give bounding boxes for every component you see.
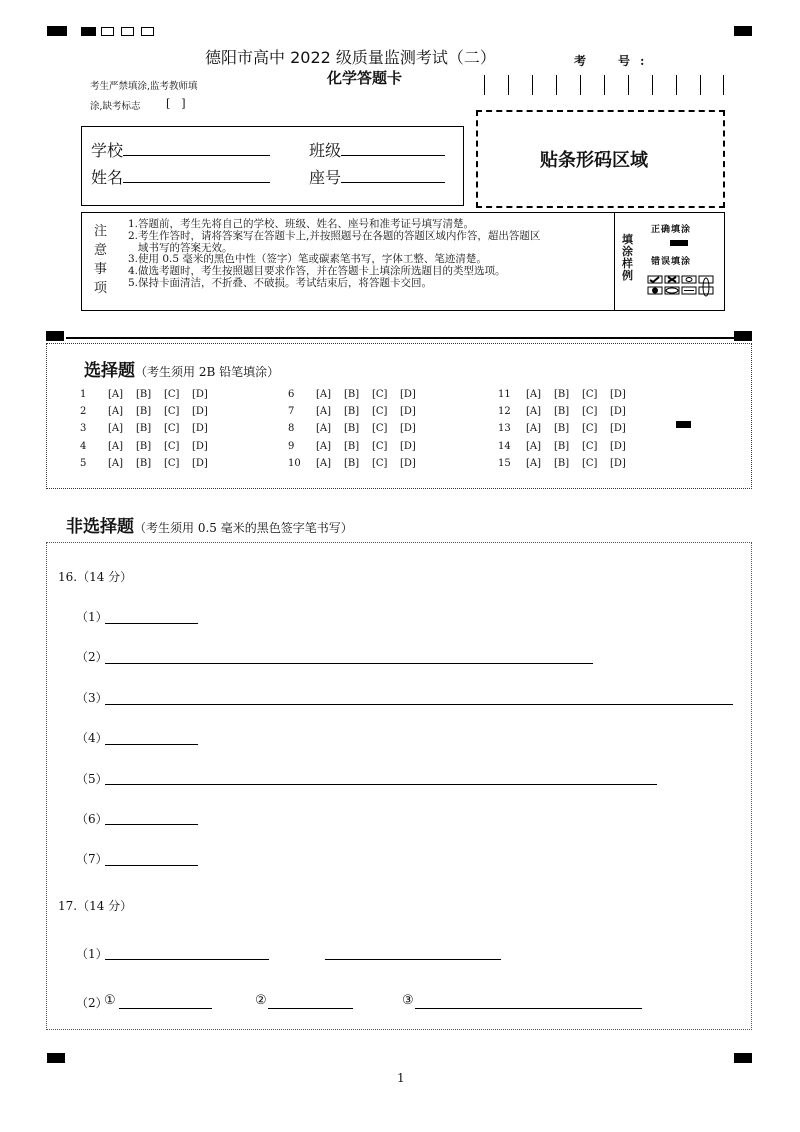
q16-sub7-label: （7） xyxy=(76,852,108,866)
timing-mark xyxy=(734,331,752,341)
question-number: 11 xyxy=(498,389,511,400)
choice-row xyxy=(80,441,220,452)
choice-option-bubble[interactable]: [D] xyxy=(610,441,626,452)
section-rule xyxy=(66,337,734,339)
timing-box xyxy=(121,27,134,36)
school-label xyxy=(91,138,270,161)
school-label-text: 学校 xyxy=(91,141,124,160)
notice-item: 3.使用 0.5 毫米的黑色中性（签字）笔或碳素笔书写，字体工整、笔迹清楚。 xyxy=(128,253,487,266)
choice-option-bubble[interactable]: [B] xyxy=(344,389,360,400)
choice-option-bubble[interactable]: [D] xyxy=(400,441,416,452)
q16-sub3-label: （3） xyxy=(76,691,108,705)
choice-option-bubble[interactable]: [B] xyxy=(554,458,570,469)
choice-option-bubble[interactable]: [C] xyxy=(372,389,388,400)
choice-row xyxy=(498,406,638,417)
choice-option-bubble[interactable]: [B] xyxy=(554,423,570,434)
fill-label-char: 样 xyxy=(622,257,633,270)
q16-sub6-answer[interactable] xyxy=(105,823,198,825)
q17-sub2-marker1: ① xyxy=(104,993,116,1008)
question-number: 12 xyxy=(498,406,511,417)
choice-option-bubble[interactable]: [A] xyxy=(108,389,124,400)
seat-label-text: 座号 xyxy=(309,168,342,187)
choice-option-bubble[interactable]: [B] xyxy=(344,406,360,417)
absent-checkbox[interactable]: [ ] xyxy=(166,97,186,110)
choice-option-bubble[interactable]: [D] xyxy=(400,406,416,417)
choice-option-bubble[interactable]: [D] xyxy=(192,406,208,417)
q16-sub6-label: （6） xyxy=(76,812,108,826)
q17-label: 17.（14 分） xyxy=(58,899,133,913)
choice-option-bubble[interactable]: [A] xyxy=(108,458,124,469)
timing-mark xyxy=(46,331,64,341)
notice-side-char: 意 xyxy=(94,243,108,258)
choice-option-bubble[interactable]: [B] xyxy=(136,458,152,469)
q16-label: 16.（14 分） xyxy=(58,570,133,584)
question-number: 14 xyxy=(498,441,511,452)
choice-option-bubble[interactable]: [C] xyxy=(164,389,180,400)
choice-option-bubble[interactable]: [A] xyxy=(526,406,542,417)
q16-sub1-answer[interactable] xyxy=(105,622,198,624)
timing-mark xyxy=(47,1053,65,1063)
class-label xyxy=(309,138,445,161)
wrong-fill-samples xyxy=(647,274,715,298)
question-number: 9 xyxy=(288,441,295,452)
q17-sub2-marker3: ③ xyxy=(402,993,414,1008)
choice-option-bubble[interactable]: [B] xyxy=(136,406,152,417)
choice-option-bubble[interactable]: [B] xyxy=(136,423,152,434)
choice-option-bubble[interactable]: [B] xyxy=(554,389,570,400)
q16-sub4-label: （4） xyxy=(76,731,108,745)
choice-option-bubble[interactable]: [A] xyxy=(526,458,542,469)
choice-option-bubble[interactable]: [B] xyxy=(344,441,360,452)
question-number: 10 xyxy=(288,458,301,469)
choice-option-bubble[interactable]: [A] xyxy=(108,441,124,452)
question-number: 15 xyxy=(498,458,511,469)
notice-side-char: 事 xyxy=(94,262,108,277)
choice-row xyxy=(288,406,428,417)
school-field[interactable] xyxy=(123,141,270,156)
choice-row xyxy=(80,458,220,469)
notice-text xyxy=(128,219,540,290)
nonchoice-section-header xyxy=(66,512,353,537)
choice-option-bubble[interactable]: [D] xyxy=(192,458,208,469)
absent-note-line2: 涂,缺考标志 xyxy=(90,101,141,112)
question-number: 3 xyxy=(80,423,87,434)
choice-option-bubble[interactable]: [A] xyxy=(108,406,124,417)
q17-sub1-answer-b[interactable] xyxy=(325,958,501,960)
q16-sub5-answer[interactable] xyxy=(105,783,657,785)
notice-item: 4.做选考题时，考生按照题目要求作答，并在答题卡上填涂所选题目的类型选项。 xyxy=(128,265,506,278)
question-number: 8 xyxy=(288,423,295,434)
choice-row xyxy=(80,423,220,434)
choice-option-bubble[interactable]: [C] xyxy=(582,441,598,452)
choice-row xyxy=(288,458,428,469)
choice-option-bubble[interactable]: [D] xyxy=(192,441,208,452)
seat-field[interactable] xyxy=(341,168,445,183)
fill-label-char: 例 xyxy=(622,269,633,282)
timing-mark-small xyxy=(676,421,691,428)
choice-option-bubble[interactable]: [C] xyxy=(164,406,180,417)
wrong-fill-label: 错误填涂 xyxy=(651,257,692,267)
wrong-fill-icons xyxy=(647,274,715,298)
page-title: 德阳市高中 2022 级质量监测考试（二） xyxy=(205,48,496,67)
question-number: 5 xyxy=(80,458,87,469)
choice-row xyxy=(498,458,638,469)
choice-row xyxy=(288,389,428,400)
timing-mark xyxy=(734,26,752,36)
choice-option-bubble[interactable]: [D] xyxy=(610,406,626,417)
page-subtitle: 化学答题卡 xyxy=(327,69,403,87)
choice-option-bubble[interactable]: [C] xyxy=(582,406,598,417)
choice-option-bubble[interactable]: [A] xyxy=(526,441,542,452)
choice-row xyxy=(288,423,428,434)
timing-mark xyxy=(47,26,67,36)
choice-option-bubble[interactable]: [B] xyxy=(344,458,360,469)
q17-sub2-answer1[interactable] xyxy=(119,1007,212,1009)
choice-row xyxy=(288,441,428,452)
choice-note: （考生须用 2B 铅笔填涂） xyxy=(135,365,280,379)
kaohao-grid[interactable] xyxy=(484,75,724,97)
question-number: 2 xyxy=(80,406,87,417)
choice-option-bubble[interactable]: [C] xyxy=(164,458,180,469)
choice-option-bubble[interactable]: [D] xyxy=(610,389,626,400)
timing-mark xyxy=(734,1053,752,1063)
choice-option-bubble[interactable]: [C] xyxy=(582,423,598,434)
choice-row xyxy=(498,423,638,434)
choice-row xyxy=(80,389,220,400)
choice-option-bubble[interactable]: [B] xyxy=(136,441,152,452)
q17-sub2-label: （2） xyxy=(76,996,108,1010)
q16-sub1-label: （1） xyxy=(76,610,108,624)
timing-mark xyxy=(81,27,96,36)
choice-option-bubble[interactable]: [A] xyxy=(526,389,542,400)
fill-label-char: 涂 xyxy=(622,245,633,258)
nonchoice-note: （考生须用 0.5 毫米的黑色签字笔书写） xyxy=(134,521,353,535)
notice-item: 5.保持卡面清洁，不折叠、不破损。考试结束后，将答题卡交回。 xyxy=(128,276,433,289)
q16-sub2-label: （2） xyxy=(76,650,108,664)
choice-section-header xyxy=(84,356,279,381)
nonchoice-title: 非选择题 xyxy=(66,517,134,537)
question-number: 13 xyxy=(498,423,511,434)
notice-side-char: 项 xyxy=(94,281,108,296)
question-number: 7 xyxy=(288,406,295,417)
choice-option-bubble[interactable]: [C] xyxy=(372,458,388,469)
q16-sub2-answer[interactable] xyxy=(105,662,593,664)
choice-option-bubble[interactable]: [B] xyxy=(344,423,360,434)
choice-option-bubble[interactable]: [A] xyxy=(526,423,542,434)
absent-note-line1: 考生严禁填涂,监考教师填 xyxy=(90,81,198,92)
choice-option-bubble[interactable]: [D] xyxy=(192,423,208,434)
choice-row xyxy=(80,406,220,417)
choice-option-bubble[interactable]: [A] xyxy=(316,423,332,434)
choice-option-bubble[interactable]: [D] xyxy=(610,458,626,469)
q16-sub7-answer[interactable] xyxy=(105,864,198,866)
q17-sub2-answer2[interactable] xyxy=(268,1007,353,1009)
choice-option-bubble[interactable]: [C] xyxy=(372,406,388,417)
choice-row xyxy=(498,441,638,452)
choice-option-bubble[interactable]: [D] xyxy=(400,389,416,400)
q17-sub1-label: （1） xyxy=(76,947,108,961)
q17-sub2-answer3[interactable] xyxy=(415,1007,642,1009)
choice-title: 选择题 xyxy=(84,361,135,381)
fill-label-char: 填 xyxy=(622,233,633,246)
correct-fill-sample xyxy=(670,240,688,246)
question-number: 4 xyxy=(80,441,87,452)
notice-item: 域书写的答案无效。 xyxy=(138,241,233,254)
choice-option-bubble[interactable]: [B] xyxy=(136,389,152,400)
nonchoice-answer-area xyxy=(46,542,752,1030)
kaohao-label: 考 号: xyxy=(574,54,655,68)
barcode-label: 贴条形码区域 xyxy=(540,150,648,171)
question-number: 1 xyxy=(80,389,87,400)
choice-option-bubble[interactable]: [C] xyxy=(164,441,180,452)
choice-option-bubble[interactable]: [C] xyxy=(582,458,598,469)
correct-fill-label: 正确填涂 xyxy=(651,225,692,235)
q16-sub5-label: （5） xyxy=(76,772,108,786)
notice-divider xyxy=(614,212,615,311)
choice-option-bubble[interactable]: [D] xyxy=(400,423,416,434)
page-number: 1 xyxy=(397,1071,405,1085)
notice-item: 2.考生作答时，请将答案写在答题卡上,并按照题号在各题的答题区域内作答，超出答题区 xyxy=(128,229,541,242)
choice-option-bubble[interactable]: [B] xyxy=(554,406,570,417)
choice-option-bubble[interactable]: [A] xyxy=(316,406,332,417)
fill-sample-label xyxy=(622,234,633,282)
class-label-text: 班级 xyxy=(309,141,342,160)
choice-option-bubble[interactable]: [C] xyxy=(582,389,598,400)
class-field[interactable] xyxy=(341,141,445,156)
choice-option-bubble[interactable]: [C] xyxy=(372,423,388,434)
choice-option-bubble[interactable]: [D] xyxy=(610,423,626,434)
choice-option-bubble[interactable]: [A] xyxy=(108,423,124,434)
question-number: 6 xyxy=(288,389,295,400)
timing-box xyxy=(101,27,114,36)
choice-option-bubble[interactable]: [C] xyxy=(164,423,180,434)
choice-row xyxy=(498,389,638,400)
choice-option-bubble[interactable]: [D] xyxy=(400,458,416,469)
q17-sub1-answer-a[interactable] xyxy=(105,958,269,960)
choice-option-bubble[interactable]: [C] xyxy=(372,441,388,452)
name-field[interactable] xyxy=(123,168,270,183)
name-label xyxy=(91,165,270,188)
seat-label xyxy=(309,165,445,188)
notice-side-label xyxy=(94,222,107,298)
q17-sub2-marker2: ② xyxy=(255,993,267,1008)
q16-sub3-answer[interactable] xyxy=(105,703,733,705)
notice-item: 1.答题前，考生先将自己的学校、班级、姓名、座号和准考证号填写清楚。 xyxy=(128,218,475,230)
choice-option-bubble[interactable]: [B] xyxy=(554,441,570,452)
choice-option-bubble[interactable]: [D] xyxy=(192,389,208,400)
q16-sub4-answer[interactable] xyxy=(105,743,198,745)
choice-option-bubble[interactable]: [A] xyxy=(316,458,332,469)
timing-box xyxy=(141,27,154,36)
choice-option-bubble[interactable]: [A] xyxy=(316,441,332,452)
choice-option-bubble[interactable]: [A] xyxy=(316,389,332,400)
name-label-text: 姓名 xyxy=(91,168,124,187)
notice-side-char: 注 xyxy=(94,224,108,239)
